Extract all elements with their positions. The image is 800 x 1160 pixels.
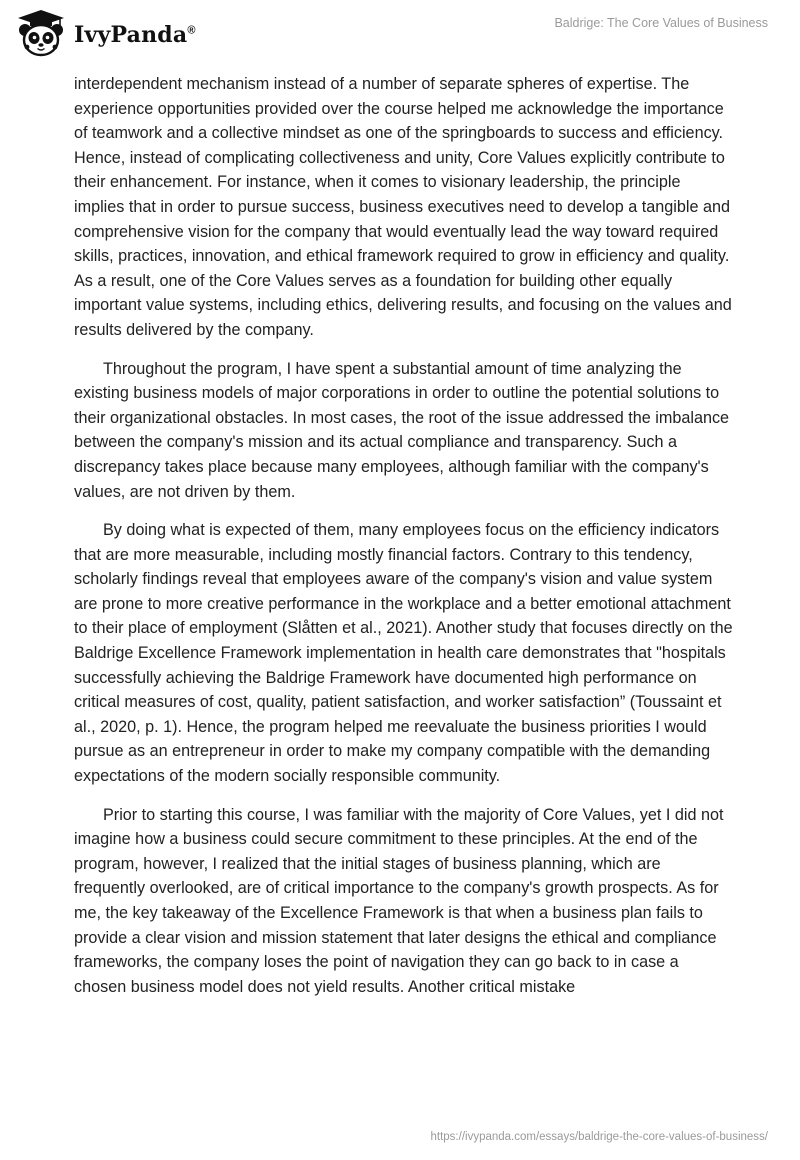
source-url[interactable]: https://ivypanda.com/essays/baldrige-the-core-values-of-business/ [430, 1131, 768, 1143]
essay-body [74, 72, 734, 1013]
paragraph: By doing what is expected of them, many employees focus on the efficiency indicators that are more measurable, including mostly financial factors. Contrary to this tendency, scholarly findings reveal that employees aware of the company's vision and value system are prone to more creative performance in the workplace and a better emotional attachment to their place of employment (Slåtten et al., 2021). Another study that focuses directly on the Baldrige Excellence Framework implementation in health care demonstrates that "hospitals successfully achieving the Baldrige Framework have documented high performance on critical measures of cost, quality, patient satisfaction, and worker satisfaction” (Toussaint et al., 2020, p. 1). Hence, the program helped me reevaluate the business priorities I would pursue as an entrepreneur in order to make my company compatible with the demanding expectations of the modern socially responsible community. [74, 521, 733, 786]
paragraph: Prior to starting this course, I was familiar with the majority of Core Values, yet I did not imagine how a business could secure commitment to these principles. At the end of the program, however, I realized that the initial stages of business planning, which are frequently overlooked, are of critical importance to the company's growth prospects. As for me, the key takeaway of the Excellence Framework is that when a business plan fails to provide a clear vision and mission statement that later designs the ethical and compliance frameworks, the company loses the point of navigation they can go back to in case a chosen business model does not yield results. Another critical mistake [74, 805, 724, 996]
brand-name: IvyPanda® [74, 22, 196, 48]
panda-graduate-icon [14, 8, 68, 58]
paragraph-continuation: interdependent mechanism instead of a number of separate spheres of expertise. The experience opportunities provided over the course helped me acknowledge the importance of teamwork and a collective mindset as one of the springboards to success and efficiency. Hence, instead of complicating collectiveness and unity, Core Values explicitly contribute to their enhancement. For instance, when it comes to visionary leadership, the principle implies that in order to pursue success, business executives need to develop a tangible and comprehensive vision for the company that would eventually lead the way toward required skills, practices, innovation, and ethical framework required to grow in efficiency and quality. As a result, one of the Core Values serves as a foundation for building other equally important value systems, including ethics, delivering results, and focusing on the values and results delivered by the company. [74, 75, 732, 339]
registered-mark: ® [187, 24, 196, 37]
page-header [0, 0, 800, 64]
brand-logo[interactable] [14, 8, 196, 58]
paragraph: Throughout the program, I have spent a substantial amount of time analyzing the existing business models of major corporations in order to outline the potential solutions to their organizational obstacles. In most cases, the root of the issue addressed the imbalance between the company's mission and its actual compliance and transparency. Such a discrepancy takes place because many employees, although familiar with the company's values, are not driven by them. [74, 359, 730, 501]
document-title: Baldrige: The Core Values of Business [554, 16, 768, 30]
